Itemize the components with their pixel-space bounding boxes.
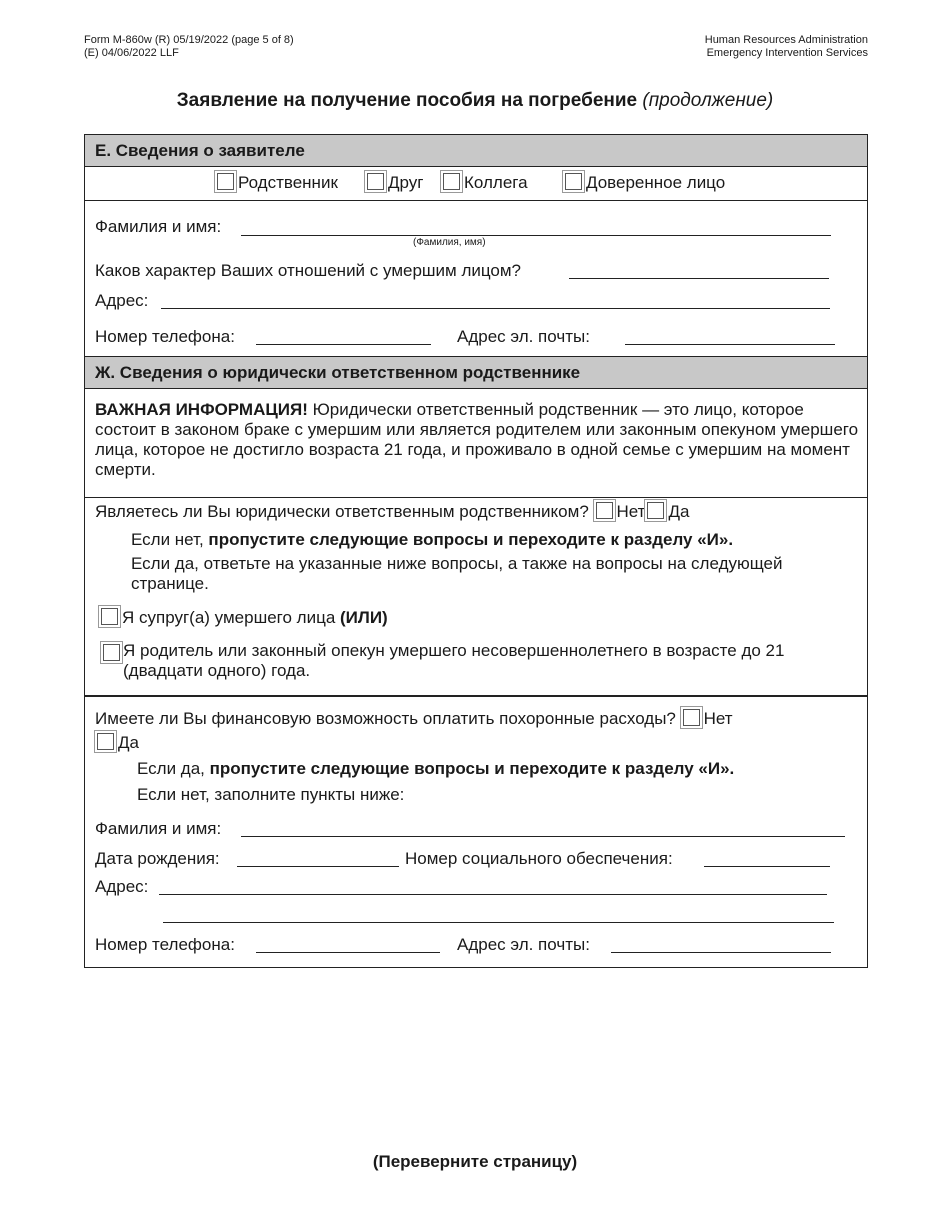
relative-name-label: Фамилия и имя: bbox=[95, 819, 222, 838]
legal-yes-checkbox[interactable] bbox=[647, 502, 664, 519]
relation-option-colleague[interactable]: Коллега bbox=[441, 173, 528, 193]
relation-options-row bbox=[85, 167, 867, 201]
proxy-checkbox[interactable] bbox=[565, 173, 582, 190]
ssn-field[interactable] bbox=[704, 866, 830, 867]
relation-option-friend[interactable]: Друг bbox=[365, 173, 423, 193]
applicant-details bbox=[85, 201, 867, 357]
important-info-text: ВАЖНАЯ ИНФОРМАЦИЯ! Юридически ответственный родственник — это лицо, которое состоит в законом браке с умершим или является родителем или законным опекуном умершего лица, которое не достигло возраста 21 года, и проживало в одной семье с умершим на момент смерти. bbox=[95, 400, 859, 479]
applicant-name-label: Фамилия и имя: bbox=[95, 217, 222, 236]
financial-question: Имеете ли Вы финансовую возможность оплатить похоронные расходы? Нет bbox=[95, 709, 733, 728]
financial-yes-checkbox[interactable] bbox=[97, 733, 114, 750]
relative-phone-label: Номер телефона: bbox=[95, 935, 235, 954]
relation-option-proxy[interactable]: Доверенное лицо bbox=[563, 173, 725, 193]
financial-if-no-instruction: Если нет, заполните пункты ниже: bbox=[137, 785, 405, 804]
applicant-address-label: Адрес: bbox=[95, 291, 149, 310]
legal-relative-block bbox=[85, 498, 867, 697]
form-id-line1: Form M-860w (R) 05/19/2022 (page 5 of 8) bbox=[84, 34, 294, 46]
burial-form bbox=[84, 134, 868, 968]
agency-line2: Emergency Intervention Services bbox=[706, 47, 868, 59]
financial-yes-option[interactable]: Да bbox=[95, 733, 139, 753]
agency-line1: Human Resources Administration bbox=[704, 34, 868, 46]
relative-phone-field[interactable] bbox=[256, 952, 440, 953]
relative-email-label: Адрес эл. почты: bbox=[457, 935, 590, 954]
page-title-suffix: (продолжение) bbox=[642, 90, 774, 111]
legal-if-yes-instruction: Если да, ответьте на указанные ниже вопросы, а также на вопросы на следующей странице. bbox=[131, 554, 783, 593]
applicant-phone-label: Номер телефона: bbox=[95, 327, 235, 346]
parent-option-text: Я родитель или законный опекун умершего несовершеннолетнего в возрасте до 21 (двадцати одного) года. bbox=[123, 641, 785, 680]
form-id bbox=[84, 34, 294, 60]
relation-option-relative[interactable]: Родственник bbox=[215, 173, 338, 193]
relative-email-field[interactable] bbox=[611, 952, 831, 953]
relative-address-field-line1[interactable] bbox=[159, 894, 827, 895]
financial-if-yes-instruction: Если да, пропустите следующие вопросы и переходите к разделу «И». bbox=[137, 759, 735, 778]
friend-checkbox[interactable] bbox=[367, 173, 384, 190]
page-title bbox=[0, 90, 950, 112]
applicant-address-field[interactable] bbox=[161, 308, 830, 309]
legal-if-no-instruction: Если нет, пропустите следующие вопросы и переходите к разделу «И». bbox=[131, 530, 734, 549]
relationship-label: Каков характер Ваших отношений с умершим лицом? bbox=[95, 261, 522, 280]
agency-name bbox=[705, 34, 868, 60]
turn-page-note: (Переверните страницу) bbox=[372, 1152, 578, 1171]
applicant-name-field[interactable] bbox=[241, 235, 831, 236]
financial-no-checkbox[interactable] bbox=[683, 709, 700, 726]
parent-checkbox[interactable] bbox=[103, 644, 120, 661]
financial-block bbox=[85, 697, 867, 967]
relative-name-field[interactable] bbox=[241, 836, 845, 837]
relationship-field[interactable] bbox=[569, 278, 829, 279]
relative-address-field-line2[interactable] bbox=[163, 922, 834, 923]
page-title-main: Заявление на получение пособия на погребение bbox=[176, 90, 638, 111]
applicant-email-label: Адрес эл. почты: bbox=[457, 327, 590, 346]
colleague-checkbox[interactable] bbox=[443, 173, 460, 190]
form-id-line2: (E) 04/06/2022 LLF bbox=[84, 47, 179, 59]
applicant-phone-field[interactable] bbox=[256, 344, 431, 345]
applicant-email-field[interactable] bbox=[625, 344, 835, 345]
spouse-option[interactable]: Я супруг(а) умершего лица (ИЛИ) bbox=[99, 608, 388, 628]
ssn-label: Номер социального обеспечения: bbox=[405, 849, 673, 868]
section-e-heading: Е. Сведения о заявителе bbox=[85, 135, 867, 167]
relative-address-label: Адрес: bbox=[95, 877, 149, 896]
relative-checkbox[interactable] bbox=[217, 173, 234, 190]
legal-no-checkbox[interactable] bbox=[596, 502, 613, 519]
dob-field[interactable] bbox=[237, 866, 399, 867]
legal-relative-question: Являетесь ли Вы юридически ответственным родственником? Нет Да bbox=[95, 502, 690, 521]
section-zh-heading: Ж. Сведения о юридически ответственном родственнике bbox=[85, 357, 867, 389]
spouse-checkbox[interactable] bbox=[101, 608, 118, 625]
applicant-name-hint: (Фамилия, имя) bbox=[413, 237, 486, 248]
dob-label: Дата рождения: bbox=[95, 849, 220, 868]
important-info-block bbox=[85, 389, 867, 498]
